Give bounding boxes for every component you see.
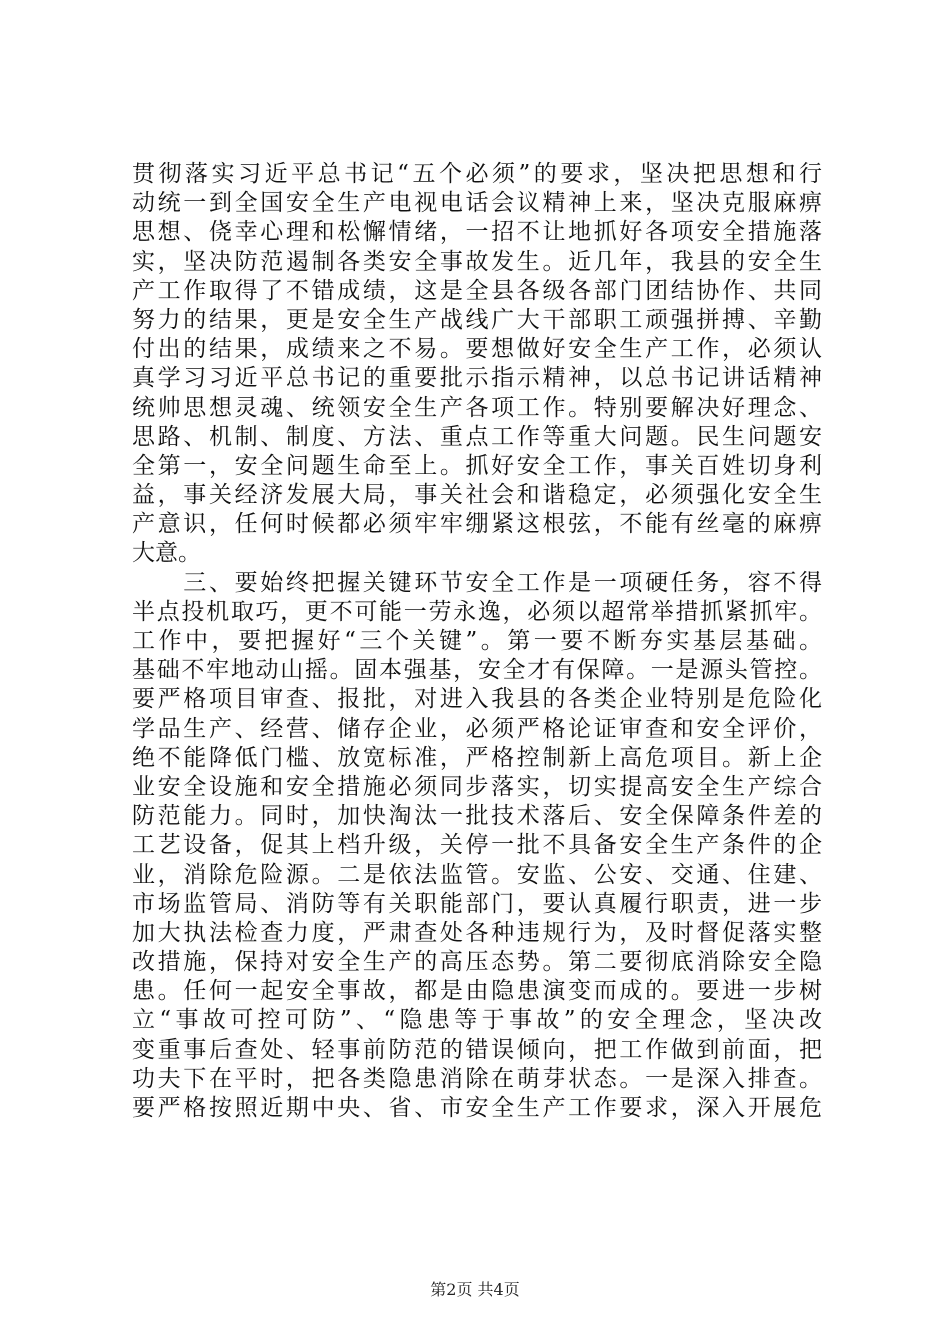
- text-line: 统帅思想灵魂、统领安全生产各项工作。特别要解决好理念、: [132, 394, 822, 421]
- text-line: 基础不牢地动山摇。固本强基，安全才有保障。一是源头管控。: [132, 657, 822, 684]
- text-line: 业，消除危险源。二是依法监管。安监、公安、交通、住建、: [132, 861, 822, 888]
- text-line: 思路、机制、制度、方法、重点工作等重大问题。民生问题安: [132, 423, 822, 450]
- text-line: 功夫下在平时，把各类隐患消除在萌芽状态。一是深入排查。: [132, 1065, 822, 1092]
- text-line: 动统一到全国安全生产电视电话会议精神上来，坚决克服麻痹: [132, 190, 822, 217]
- text-line: 立“事故可控可防”、“隐患等于事故”的安全理念，坚决改: [132, 1007, 822, 1034]
- text-line: 实，坚决防范遏制各类安全事故发生。近几年，我县的安全生: [132, 248, 822, 275]
- text-line: 全第一，安全问题生命至上。抓好安全工作，事关百姓切身利: [132, 452, 822, 479]
- text-line: 患。任何一起安全事故，都是由隐患演变而成的。要进一步树: [132, 978, 822, 1005]
- text-line: 付出的结果，成绩来之不易。要想做好安全生产工作，必须认: [132, 336, 822, 363]
- text-line: 加大执法检查力度，严肃查处各种违规行为，及时督促落实整: [132, 919, 822, 946]
- text-line: 大意。: [132, 540, 201, 567]
- text-line: 产工作取得了不错成绩，这是全县各级各部门团结协作、共同: [132, 277, 822, 304]
- text-line: 思想、侥幸心理和松懈情绪，一招不让地抓好各项安全措施落: [132, 219, 822, 246]
- text-line: 产意识，任何时候都必须牢牢绷紧这根弦，不能有丝毫的麻痹: [132, 511, 822, 538]
- text-line: 益，事关经济发展大局，事关社会和谐稳定，必须强化安全生: [132, 482, 822, 509]
- text-line: 工作中，要把握好“三个关键”。第一要不断夯实基层基础。: [132, 628, 822, 654]
- text-line: 要严格按照近期中央、省、市安全生产工作要求，深入开展危: [132, 1095, 822, 1121]
- text-line: 防范能力。同时，加快淘汰一批技术落后、安全保障条件差的: [132, 803, 822, 830]
- text-line: 努力的结果，更是安全生产战线广大干部职工顽强拼搏、辛勤: [132, 306, 822, 333]
- text-line: 贯彻落实习近平总书记“五个必须”的要求，坚决把思想和行: [132, 161, 822, 187]
- text-line: 半点投机取巧，更不可能一劳永逸，必须以超常举措抓紧抓牢。: [132, 598, 822, 625]
- text-line: 要严格项目审查、报批，对进入我县的各类企业特别是危险化: [132, 686, 822, 713]
- text-line: 市场监管局、消防等有关职能部门，要认真履行职责，进一步: [132, 890, 822, 917]
- text-line: 学品生产、经营、储存企业，必须严格论证审查和安全评价，: [132, 715, 822, 742]
- text-line: 真学习习近平总书记的重要批示指示精神，以总书记讲话精神: [132, 365, 822, 392]
- text-line: 变重事后查处、轻事前防范的错误倾向，把工作做到前面，把: [132, 1036, 822, 1063]
- text-line: 业安全设施和安全措施必须同步落实，切实提高安全生产综合: [132, 773, 822, 800]
- page-number-footer: 第2页 共4页: [430, 1280, 520, 1299]
- text-line: 改措施，保持对安全生产的高压态势。第二要彻底消除安全隐: [132, 949, 822, 976]
- text-line: 绝不能降低门槛、放宽标准，严格控制新上高危项目。新上企: [132, 744, 822, 771]
- text-line: 工艺设备，促其上档升级，关停一批不具备安全生产条件的企: [132, 832, 822, 859]
- text-line: 三、要始终把握关键环节安全工作是一项硬任务，容不得: [132, 569, 822, 596]
- document-body: [132, 160, 822, 1123]
